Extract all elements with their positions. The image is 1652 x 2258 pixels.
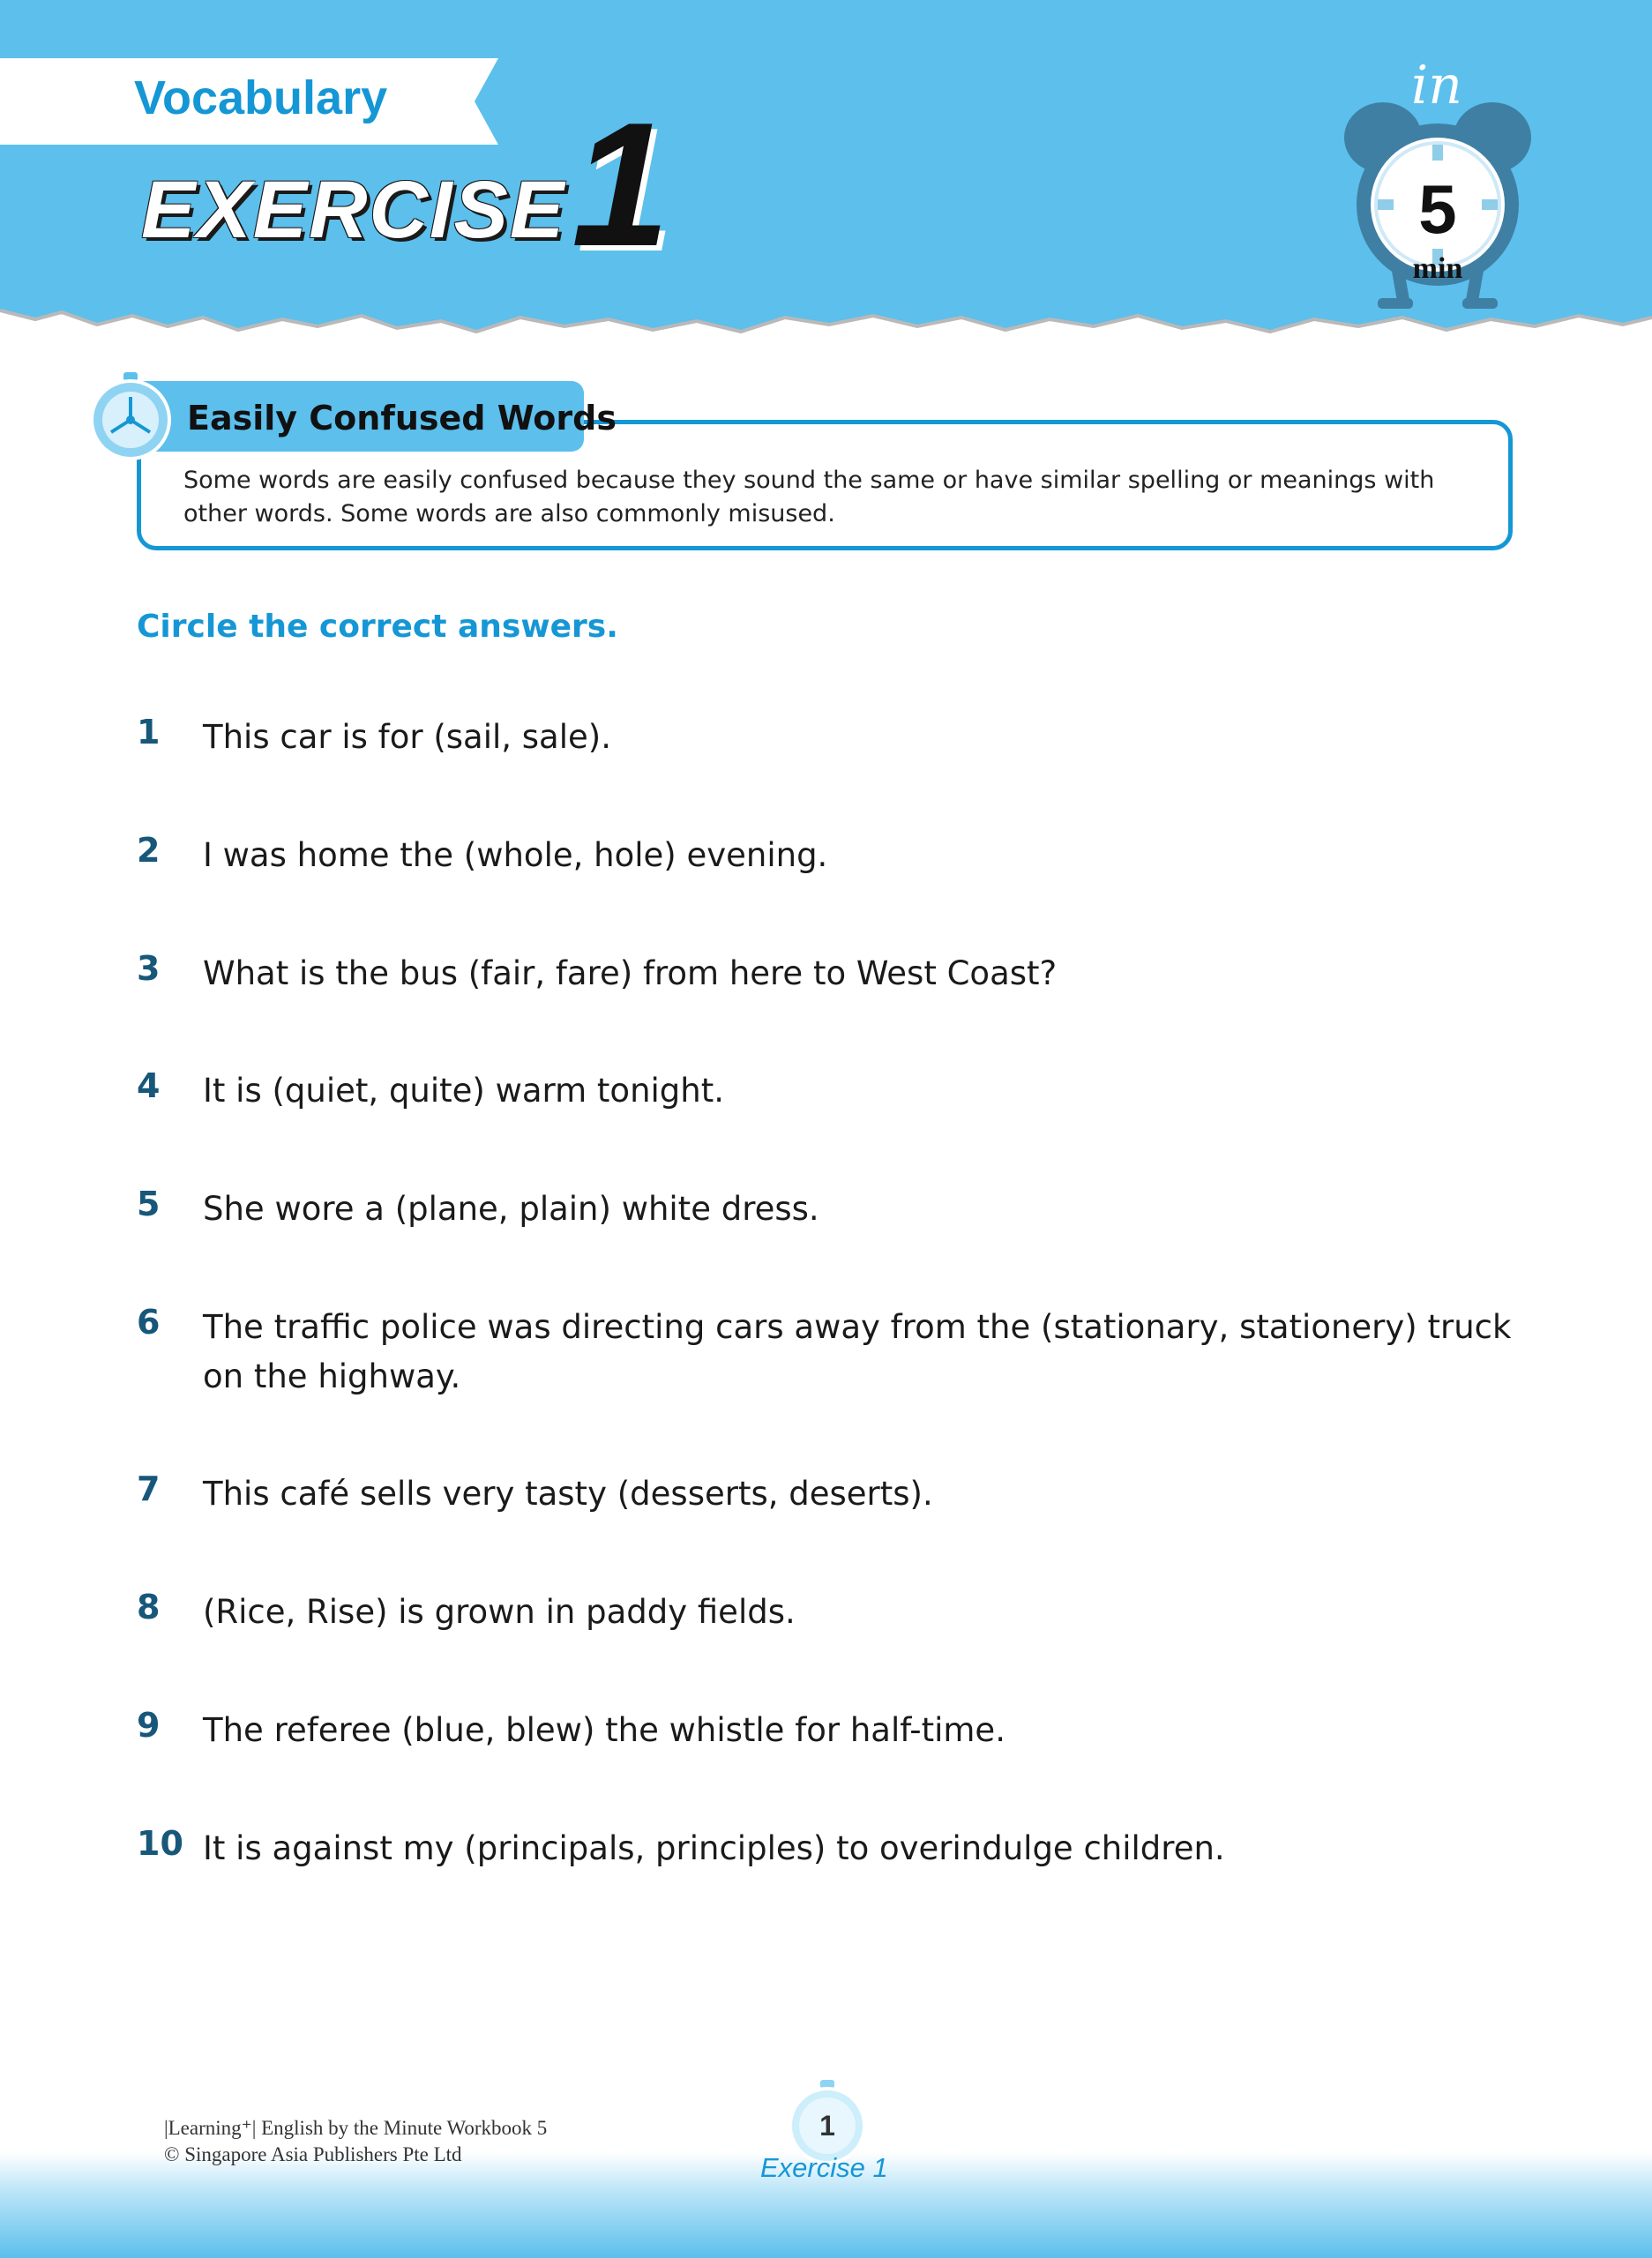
info-box-text: Some words are easily confused because they sound the same or have similar spelling or meanings with other words. Some words are also commonly misused.: [183, 467, 1435, 527]
question-text: The referee (blue, blew) the whistle for half-time.: [203, 1711, 1005, 1749]
question-text: I was home the (whole, hole) evening.: [203, 836, 828, 874]
footer-copyright: © Singapore Asia Publishers Pte Ltd: [164, 2143, 462, 2165]
clock-number: 5: [1418, 170, 1457, 248]
page-number: 1: [819, 2110, 835, 2142]
info-box-title: Easily Confused Words: [187, 399, 617, 437]
question-text: This café sells very tasty (desserts, deserts).: [203, 1475, 933, 1513]
question-number: 2: [137, 831, 161, 870]
question-number: 6: [137, 1303, 161, 1342]
question-number: 9: [137, 1706, 161, 1745]
footer-exercise-label: Exercise 1: [760, 2152, 888, 2183]
question-text: It is (quiet, quite) warm tonight.: [203, 1072, 725, 1110]
clock-prefix: in: [1411, 55, 1462, 116]
question-text: It is against my (principals, principles) to overindulge children.: [203, 1829, 1225, 1867]
instruction: Circle the correct answers.: [137, 609, 618, 645]
question-text: (Rice, Rise) is grown in paddy fields.: [203, 1593, 796, 1631]
question-number: 3: [137, 949, 161, 988]
question-number: 1: [137, 713, 161, 751]
question-number: 4: [137, 1066, 161, 1105]
question-number: 7: [137, 1469, 161, 1508]
exercise-title: EXERCISE: [141, 165, 566, 255]
footer-credits: [164, 2115, 547, 2168]
question-number: 5: [137, 1185, 161, 1223]
clock-unit: min: [1412, 252, 1463, 285]
question-number: 10: [137, 1824, 183, 1863]
question-text: She wore a (plane, plain) white dress.: [203, 1190, 819, 1228]
question-text: The traffic police was directing cars away from the (stationary, stationery) truck on the highway.: [203, 1308, 1512, 1395]
question-text: What is the bus (fair, fare) from here to West Coast?: [203, 954, 1058, 992]
footer-book-title: |Learning⁺| English by the Minute Workbook 5: [164, 2117, 548, 2139]
stopwatch-icon: [85, 370, 176, 462]
question-text: This car is for (sail, sale).: [203, 718, 611, 756]
exercise-number: 1: [572, 86, 670, 283]
section-label: Vocabulary: [134, 71, 388, 124]
question-number: 8: [137, 1588, 161, 1626]
